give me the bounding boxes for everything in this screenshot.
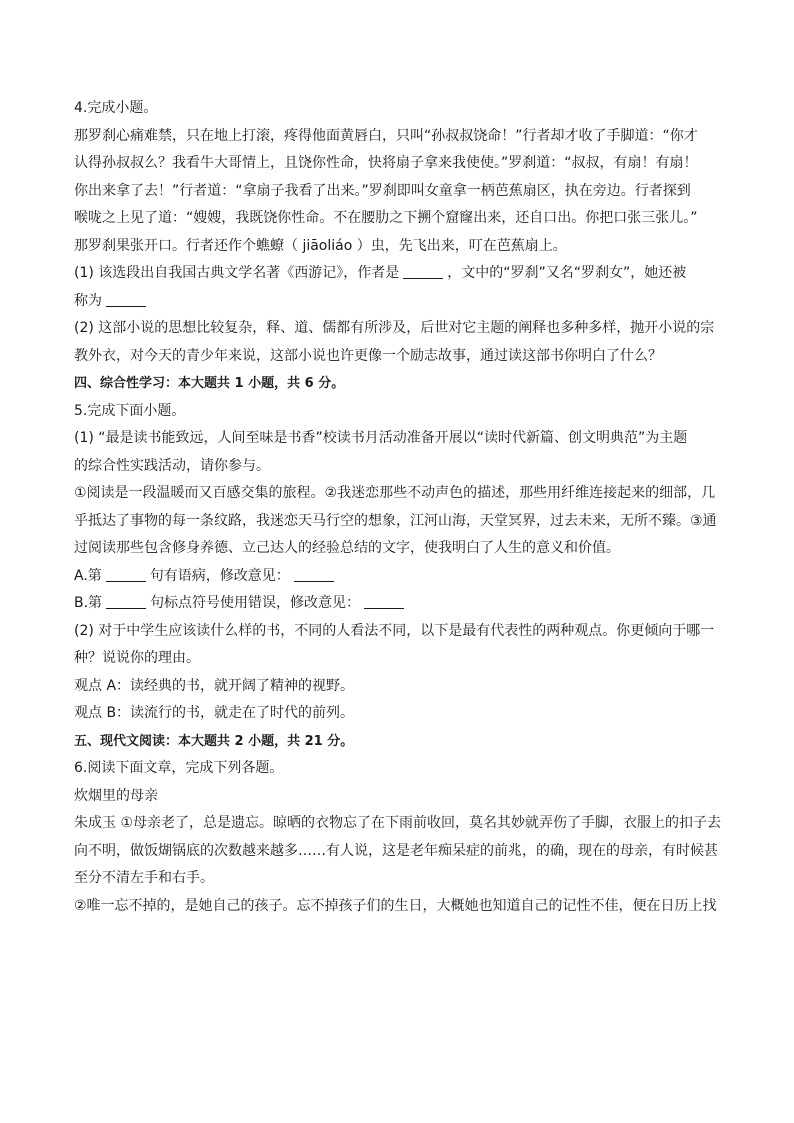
article-line: 朱成玉 ①母亲老了，总是遗忘。晾晒的衣物忘了在下雨前收回，莫名其妙就弄伤了手脚，衣服上的扣子去: [74, 815, 721, 831]
document-page: [74, 95, 724, 920]
passage-line: 认得孙叔叔么？我看牛大哥情上，且饶你性命，快将扇子拿来我使使。”罗刹道：“叔叔，有扇！有扇！: [74, 155, 698, 171]
answer-blank-sentence-b[interactable]: [106, 594, 146, 609]
answer-blank-revision-b[interactable]: [364, 594, 404, 609]
passage-journey-west: [74, 123, 724, 261]
article-body: [74, 810, 724, 920]
question-5-1: (1) “最是读书能致远，人间至味是书香”校读书月活动准备开展以“读时代新篇、创文明典范”为主题: [74, 430, 688, 446]
question-5-1-cont: 的综合性实践活动，请你参与。: [74, 457, 270, 474]
article-title: 炊烟里的母亲: [74, 787, 158, 804]
question-5-2-cont: 种？说说你的理由。: [74, 650, 200, 666]
passage-line: 你出来拿了去！”行者道：“拿扇子我看了出来。”罗刹即叫女童拿一柄芭蕉扇区，执在旁边。行者探到: [74, 182, 691, 199]
answer-blank-revision-a[interactable]: [294, 567, 334, 582]
viewpoint-b: 观点 B：读流行的书，就走在了时代的前列。: [74, 705, 355, 721]
answer-blank-sentence-a[interactable]: [106, 567, 146, 582]
question-text: 句标点符号使用错误，修改意见：: [150, 595, 361, 611]
section-heading-5: 五、现代文阅读：本大题共 2 小题，共 21 分。: [74, 733, 354, 749]
question-text: 称为: [74, 292, 102, 309]
question-5-heading: 5.完成下面小题。: [74, 402, 186, 419]
question-4-2-cont: 教外衣，对今天的青少年来说，这部小说也许更像一个励志故事，通过读这部书你明白了什么？: [74, 347, 662, 364]
question-text: (1) 该选段出自我国古典文学名著《西游记》，作者是: [74, 265, 400, 281]
question-text: ，文中的“罗刹”又名“罗刹女”，她还被: [447, 265, 687, 281]
question-text: 句有语病，修改意见：: [149, 567, 290, 584]
question-4-2: (2) 这部小说的思想比较复杂，释、道、儒都有所涉及，后世对它主题的阐释也多种多样，抛开小说的宗: [74, 320, 715, 336]
article-line: 至分不清左手和右手。: [74, 870, 214, 886]
question-5-2: (2) 对于中学生应该读什么样的书，不同的人看法不同，以下是最有代表性的两种观点。你更倾向于哪一: [74, 622, 715, 639]
question-6-heading: 6.阅读下面文章，完成下列各题。: [74, 760, 284, 776]
question-text: B.第: [74, 595, 103, 611]
question-5-1-a: [74, 563, 724, 591]
question-4-1: [74, 260, 724, 288]
passage-line: 过阅读那些包含修身养德、立己达人的经验总结的文字，使我明白了人生的意义和价值。: [74, 540, 620, 556]
passage-line: 那罗刹心痛难禁，只在地上打滚，疼得他面黄唇白，只叫“孙叔叔饶命！”行者却才收了手脚道：“你才: [74, 127, 698, 144]
question-4-heading: 4.完成小题。: [74, 100, 158, 116]
question-text: A.第: [74, 567, 102, 584]
passage-line: 那罗刹果张开口。行者还作个蟭蟟（ jiāoliáo ）虫，先飞出来，叮在芭蕉扇上。: [74, 237, 567, 254]
viewpoint-a: 观点 A：读经典的书，就开阔了精神的视野。: [74, 677, 355, 694]
passage-line: 喉咙之上见了道：“嫂嫂，我既饶你性命。不在腰肋之下搠个窟窿出来，还自口出。你把口张三张儿。”: [74, 210, 698, 226]
question-5-1-b: [74, 590, 724, 618]
question-4-1-cont: [74, 288, 724, 316]
answer-blank-author[interactable]: [403, 264, 443, 279]
section-heading-4: 四、综合性学习：本大题共 1 小题，共 6 分。: [74, 376, 345, 391]
passage-line: ①阅读是一段温暖而又百感交集的旅程。②我迷恋那些不动声色的描述，那些用纤维连接起来的细部，几: [74, 485, 716, 501]
reading-passage: [74, 480, 724, 563]
article-line: ②唯一忘不掉的，是她自己的孩子。忘不掉孩子们的生日，大概她也知道自己的记性不佳，便在日历上找: [74, 897, 717, 914]
answer-blank-alias[interactable]: [106, 292, 146, 307]
passage-line: 乎抵达了事物的每一条纹路，我迷恋天马行空的想象，江河山海，天堂冥界，过去未来，无所不臻。③通: [74, 512, 717, 529]
article-line: 向不明，做饭煳锅底的次数越来越多……有人说，这是老年痴呆症的前兆，的确，现在的母亲，有时候甚: [74, 842, 718, 859]
